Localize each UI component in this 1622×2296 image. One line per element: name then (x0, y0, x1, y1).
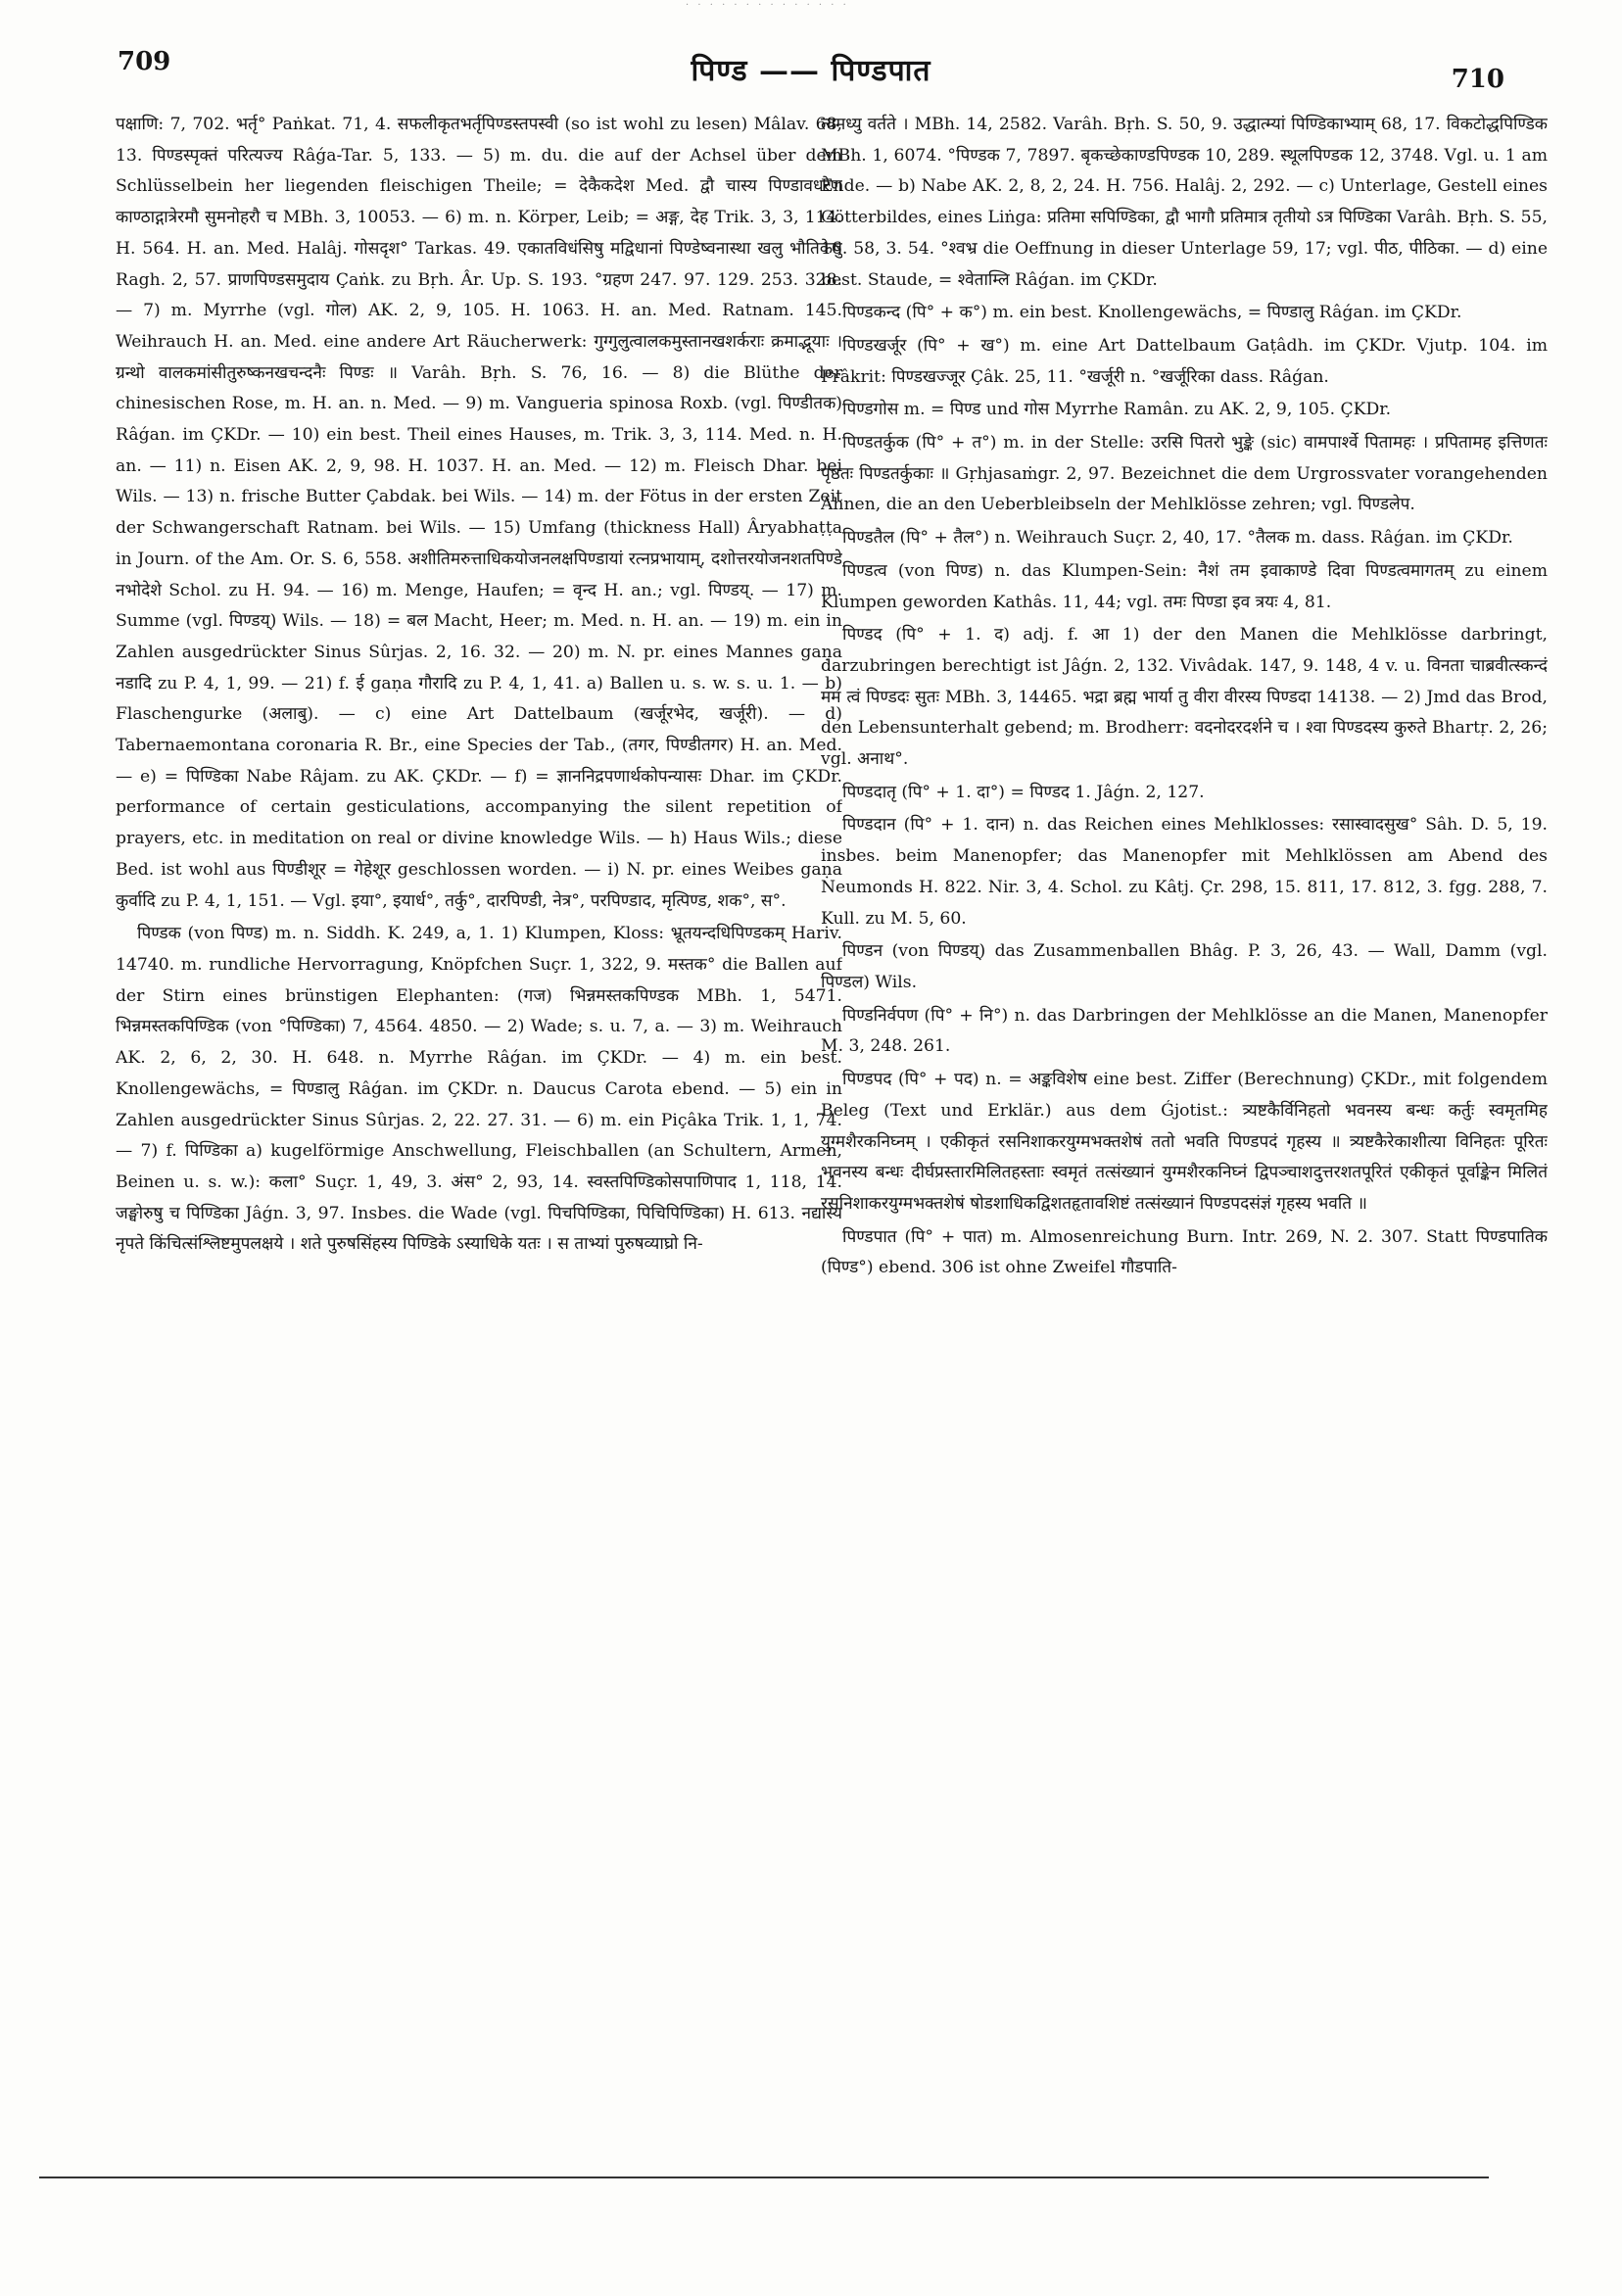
entry-paragraph: पिण्डगोस m. = पिण्ड und गोस Myrrhe Ramân. zu AK. 2, 9, 105. ÇKDr. (842, 400, 1392, 420)
right-column (821, 110, 1548, 1976)
running-header: पिण्ड —— पिण्डपात (691, 54, 931, 88)
right-page-number: 710 (1451, 65, 1504, 94)
entry-paragraph: पिण्डदान (पि° + 1. दान) n. das Reichen eines Mehlklosses: रसास्वादसुख° Sâh. D. 5, 19. insbes. beim Manenopfer; das Manenopfer mit Mehlklössen am Abend des Neumonds H. 822. Nir. 3, 4. Schol. zu Kâtj. Çr. 298, 15. 811, 17. 812, 3. fgg. 288, 7. Kull. zu M. 5, 60. (821, 815, 1548, 929)
entry-paragraph: पिण्डद (पि° + 1. द) adj. f. आ 1) der den Manen die Mehlklösse darbringt, darzubringen berechtigt ist Jâǵn. 2, 132. Vivâdak. 147, 9. 148, 4 v. u. विनता चाब्रवीत्स्कन्दं मम त्वं पिण्डदः सुतः MBh. 3, 14465. भद्रा ब्रह्म भार्या तु वीरा वीरस्य पिण्डदा 14138. — 2) Jmd das Brod, den Lebensunterhalt gebend; m. Brodherr: वदनोदरदर्शने च । श्वा पिण्डदस्य कुरुते Bhartṛ. 2, 26; vgl. अनाथ°. (821, 625, 1548, 770)
entry-paragraph: पिण्डत्व (von पिण्ड) n. das Klumpen-Sein: नैशं तम इवाकाण्डे दिवा पिण्डत्वमागतम् zu einem Klumpen geworden Kathâs. 11, 44; vgl. तमः पिण्डा इव त्रयः 4, 81. (821, 560, 1548, 612)
scan-artifact: · · · · · · · · · · · · · · (686, 0, 849, 11)
entry-paragraph: पिण्डखर्जूर (पि° + ख°) m. eine Art Dattelbaum Gaṭâdh. im ÇKDr. Vjutp. 104. im Prâkrit: पिण्डखज्जूर Çâk. 25, 11. °खर्जूरी n. °खर्जूरिका dass. Râǵan. (821, 335, 1548, 387)
entry-paragraph: पिण्डतैल (पि° + तैल°) n. Weihrauch Suçr. 2, 40, 17. °तैलक m. dass. Râǵan. im ÇKDr. (842, 528, 1513, 549)
left-column (116, 110, 842, 1976)
entry-paragraph: पिण्डतर्कुक (पि° + त°) m. in der Stelle: उरसि पितरो भुङ्के (sic) वामपार्श्वे पितामहः । प्रपितामह इत्तिणतः पृष्ठतः पिण्डतर्कुकाः ॥ Gṛhjasaṁgr. 2, 97. Bezeichnet die dem Urgrossvater vorangehenden Ahnen, die an den Ueberbleibseln der Mehlklösse zehren; vgl. पिण्डलेप. (821, 433, 1548, 515)
entry-paragraph: पिण्डन (von पिण्डय्) das Zusammenballen Bhâg. P. 3, 26, 43. — Wall, Damm (vgl. पिण्डल) Wils. (821, 941, 1548, 992)
entry-paragraph: पिण्डदातृ (पि° + 1. दा°) = पिण्डद 1. Jâǵn. 2, 127. (842, 782, 1205, 802)
entry-paragraph: त्यमध्यु वर्तते । MBh. 14, 2582. Varâh. Bṛh. S. 50, 9. उद्धात्म्यां पिण्डिकाभ्याम् 68, 17. विकटोद्धपिण्डिक MBh. 1, 6074. °पिण्डक 7, 7897. बृकच्छेकाण्डपिण्डक 10, 289. स्थूलपिण्डक 12, 3748. Vgl. u. 1 am Ende. — b) Nabe AK. 2, 8, 2, 24. H. 756. Halâj. 2, 292. — c) Unterlage, Gestell eines Götterbildes, eines Liṅga: प्रतिमा सपिण्डिका, द्वौ भागौ प्रतिमात्र तृतीयो ऽत्र पिण्डिका Varâh. Bṛh. S. 55, 16. 58, 3. 54. °श्वभ्र die Oeffnung in dieser Unterlage 59, 17; vgl. पीठ, पीठिका. — d) eine best. Staude, = श्वेताम्लि Râǵan. im ÇKDr. (821, 115, 1548, 290)
entry-paragraph: पिण्डकन्द (पि° + क°) m. ein best. Knollengewächs, = पिण्डालु Râǵan. im ÇKDr. (842, 303, 1462, 323)
entry-paragraph: पिण्डपद (पि° + पद) n. = अङ्कविशेष eine best. Ziffer (Berechnung) ÇKDr., mit folgendem Beleg (Text und Erklär.) aus dem Ǵjotist.: त्र्यष्टकैर्विनिहतो भवनस्य बन्धः कर्तुः स्वमृतमिह युग्मशैरकनिघ्नम् । एकीकृतं रसनिशाकरयुग्मभक्तशेषं ततो भवति पिण्डपदं गृहस्य ॥ त्र्यष्टकैरेकाशीत्या विनिहतः पूरितः भवनस्य बन्धः दीर्घप्रस्तारमिलितहस्ताः स्वमृतं तत्संख्यानं युग्मशैरकनिघ्नं द्विपञ्चाशदुत्तरशतपूरितं एकीकृतं पूर्वाङ्केन मिलितं रसनिशाकरयुग्मभक्तशेषं षोडशाधिकद्विशतहृतावशिष्टं तत्संख्यानं पिण्डपदसंज्ञं गृहस्य भवति ॥ (821, 1070, 1548, 1214)
entry-paragraph: पिण्डपात (पि° + पात) m. Almosenreichung Burn. Intr. 269, N. 2. 307. Statt पिण्डपातिक (पिण्ड°) ebend. 306 ist ohne Zweifel गौडपाति- (821, 1226, 1548, 1278)
entry-paragraph: पिण्डनिर्वपण (पि° + नि°) n. das Darbringen der Mehlklösse an die Manen, Manenopfer M. 3, 248. 261. (821, 1005, 1548, 1057)
entry-paragraph: पक्षाणि: 7, 702. भर्तृ° Paṅkat. 71, 4. सफलीकृतभर्तृपिण्डस्तपस्वी (so ist wohl zu lesen) Mâlav. 68, 13. पिण्डस्पृक्तं परित्यज्य Râǵa-Tar. 5, 133. — 5) m. du. die auf der Achsel über dem Schlüsselbein her liegenden fleischigen Theile; = देकैकदेश Med. द्वौ चास्य पिण्डावधरेण काण्ठाद्गात्रेरमौ सुमनोहरौ च MBh. 3, 10053. — 6) m. n. Körper, Leib; = अङ्ग, देह Trik. 3, 3, 114. H. 564. H. an. Med. Halâj. गोसदृश° Tarkas. 49. एकातविधंसिषु मद्विधानां पिण्डेष्वनास्था खलु भौतिकेषु Ragh. 2, 57. प्राणपिण्डसमुदाय Çaṅk. zu Bṛh. Âr. Up. S. 193. °ग्रहण 247. 97. 129. 253. 328. — 7) m. Myrrhe (vgl. गोल) AK. 2, 9, 105. H. 1063. H. an. Med. Ratnam. 145. Weihrauch H. an. Med. eine andere Art Räucherwerk: गुग्गुलुत्वालकमुस्तानखशर्कराः क्रमाद्भूयाः । ग्रन्थो वालकमांसीतुरुष्कनखचन्दनैः पिण्डः ॥ Varâh. Bṛh. S. 76, 16. — 8) die Blüthe der chinesischen Rose, m. H. an. n. Med. — 9) m. Vangueria spinosa Roxb. (vgl. पिण्डीतक) Râǵan. im ÇKDr. — 10) ein best. Theil eines Hauses, m. Trik. 3, 3, 114. Med. n. H. an. — 11) n. Eisen AK. 2, 9, 98. H. 1037. H. an. Med. — 12) m. Fleisch Dhar. bei Wils. — 13) n. frische Butter Çabdak. bei Wils. — 14) m. der Fötus in der ersten Zeit der Schwangerschaft Ratnam. bei Wils. — 15) Umfang (thickness Hall) Âryabhaṭṭa in Journ. of the Am. Or. S. 6, 558. अशीतिमरुत्ताधिकयोजनलक्षपिण्डायां रत्नप्रभायाम्, दशोत्तरयोजनशतपिण्डे नभोदेशे Schol. zu H. 94. — 16) m. Menge, Haufen; = वृन्द H. an.; vgl. पिण्डय्. — 17) m. Summe (vgl. पिण्डय्) Wils. — 18) = बल Macht, Heer; m. Med. n. H. an. — 19) m. ein in Zahlen ausgedrückter Sinus Sûrjas. 2, 16. 32. — 20) m. N. pr. eines Mannes gaṇa नडादि zu P. 4, 1, 99. — 21) f. ई gaṇa गौरादि zu P. 4, 1, 41. a) Ballen u. s. w. s. u. 1. — b) Flaschengurke (अलाबु). — c) eine Art Dattelbaum (खर्जूरभेद, खर्जूरी). — d) Tabernaemontana coronaria R. Br., eine Species der Tab., (तगर, पिण्डीतगर) H. an. Med. — e) = पिण्डिका Nabe Râjam. zu AK. ÇKDr. — f) = ज्ञाननिद्रपणार्थकोपन्यासः Dhar. im ÇKDr. performance of certain gesticulations, accompanying the silent repetition of prayers, etc. in meditation on real or divine knowledge Wils. — h) Haus Wils.; diese Bed. ist wohl aus पिण्डीशूर = गेहेशूर geschlossen worden. — i) N. pr. eines Weibes gaṇa कुर्वादि zu P. 4, 1, 151. — Vgl. इया°, इयार्ध°, तर्कु°, दारपिण्डी, नेत्र°, परपिण्डाद, मृत्पिण्ड, शक°, स°. (116, 115, 842, 911)
left-page-number: 709 (118, 47, 171, 76)
footer-rule (39, 2176, 1489, 2178)
entry-paragraph: पिण्डक (von पिण्ड) m. n. Siddh. K. 249, a, 1. 1) Klumpen, Kloss: भ्रूतयन्दधिपिण्डकम् Hariv. 14740. m. rundliche Hervorragung, Knöpfchen Suçr. 1, 322, 9. मस्तक° die Ballen auf der Stirn eines brünstigen Elephanten: (गज) भिन्नमस्तकपिण्डक MBh. 1, 5471. भिन्नमस्तकपिण्डिक (von °पिण्डिका) 7, 4564. 4850. — 2) Wade; s. u. 7, a. — 3) m. Weihrauch AK. 2, 6, 2, 30. H. 648. n. Myrrhe Râǵan. im ÇKDr. — 4) m. ein best. Knollengewächs, = पिण्डालु Râǵan. im ÇKDr. n. Daucus Carota ebend. — 5) ein in Zahlen ausgedrückter Sinus Sûrjas. 2, 22. 27. 31. — 6) m. ein Piçâka Trik. 1, 1, 74. — 7) f. पिण्डिका a) kugelförmige Anschwellung, Fleischballen (an Schultern, Armen, Beinen u. s. w.): कला° Suçr. 1, 49, 3. अंस° 2, 93, 14. स्वस्तपिण्डिकोसपाणिपाद 1, 118, 14. जङ्घोरुषु च पिण्डिका Jâǵn. 3, 97. Insbes. die Wade (vgl. पिचपिण्डिका, पिचिपिण्डिका) H. 613. नद्यास्य नृपते किंचित्संश्लिष्टमुपलक्षये । शते पुरुषसिंहस्य पिण्डिके ऽस्याधिके यतः । स ताभ्यां पुरुषव्याघ्रो नि- (116, 924, 842, 1255)
